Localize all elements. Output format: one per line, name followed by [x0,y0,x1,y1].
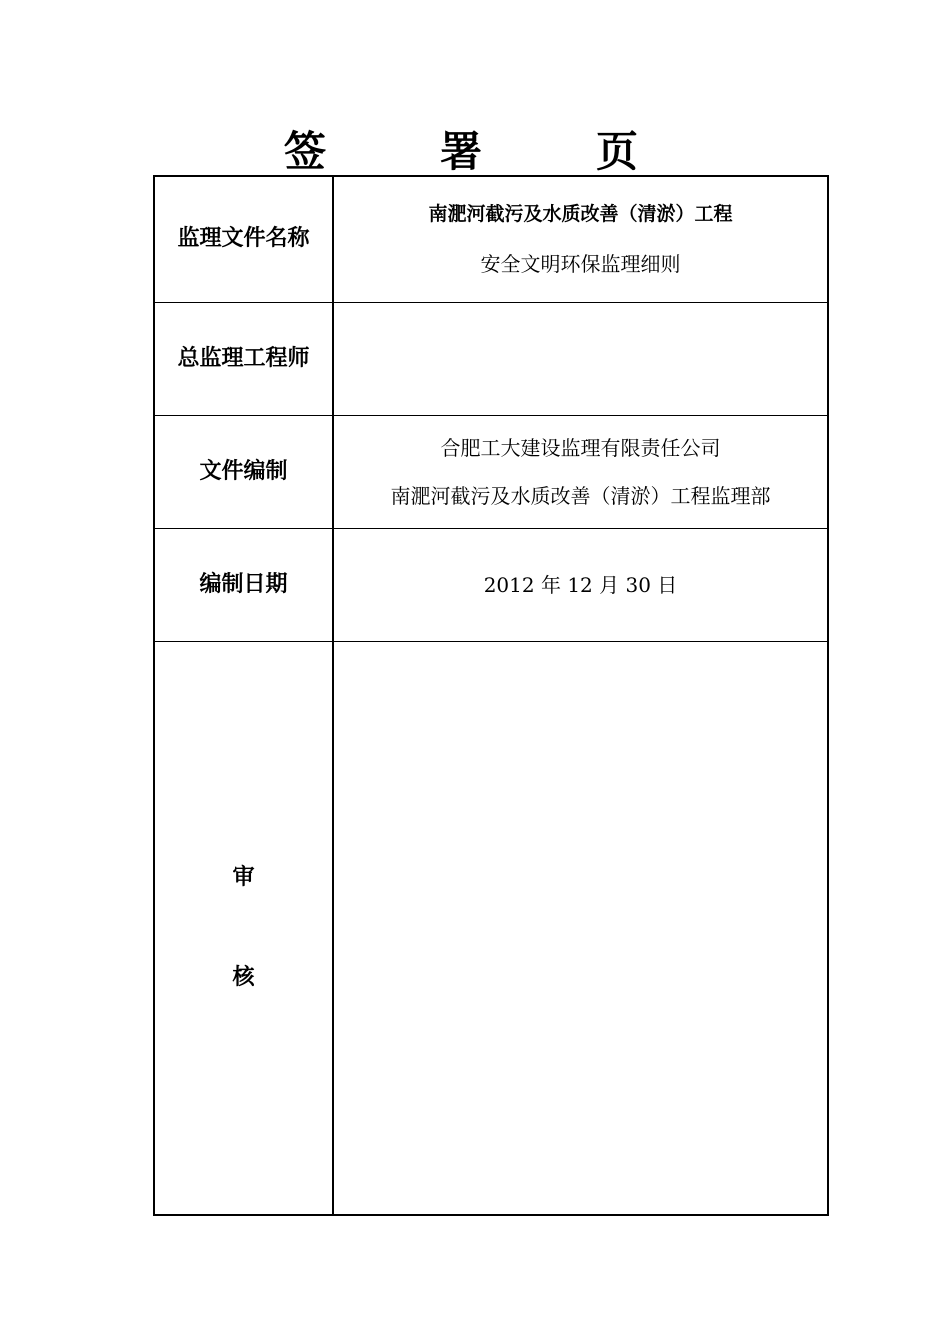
document-name-label-cell [154,176,333,302]
compile-date-label-cell [154,528,333,641]
project-name: 南淝河截污及水质改善（清淤）工程 [428,203,733,226]
compile-date-value: 2012 年 12 月 30 日 [483,572,678,597]
compile-date-value-cell [333,528,828,641]
review-label-cell [154,641,333,1215]
page-title: 签 署 页 [283,127,674,176]
row-document-name [154,176,828,302]
chief-engineer-label: 总监理工程师 [177,345,310,371]
document-title: 安全文明环保监理细则 [480,252,681,277]
compiled-by-label: 文件编制 [199,458,288,484]
chief-engineer-label-cell [154,302,333,415]
department-name: 南淝河截污及水质改善（清淤）工程监理部 [390,483,771,508]
row-chief-engineer [154,302,828,415]
compiled-by-value-cell [333,415,828,528]
compile-date-label: 编制日期 [199,571,288,597]
row-compile-date [154,528,828,641]
chief-engineer-value-cell [333,302,828,415]
row-compiled-by [154,415,828,528]
review-label-char-2: 核 [232,964,255,990]
review-value-cell [333,641,828,1215]
document-name-value-cell [333,176,828,302]
signature-table [153,175,829,1216]
company-name: 合肥工大建设监理有限责任公司 [440,435,721,460]
document-name-label: 监理文件名称 [177,226,310,252]
review-label-char-1: 审 [232,864,255,890]
row-review [154,641,828,1215]
compiled-by-label-cell [154,415,333,528]
